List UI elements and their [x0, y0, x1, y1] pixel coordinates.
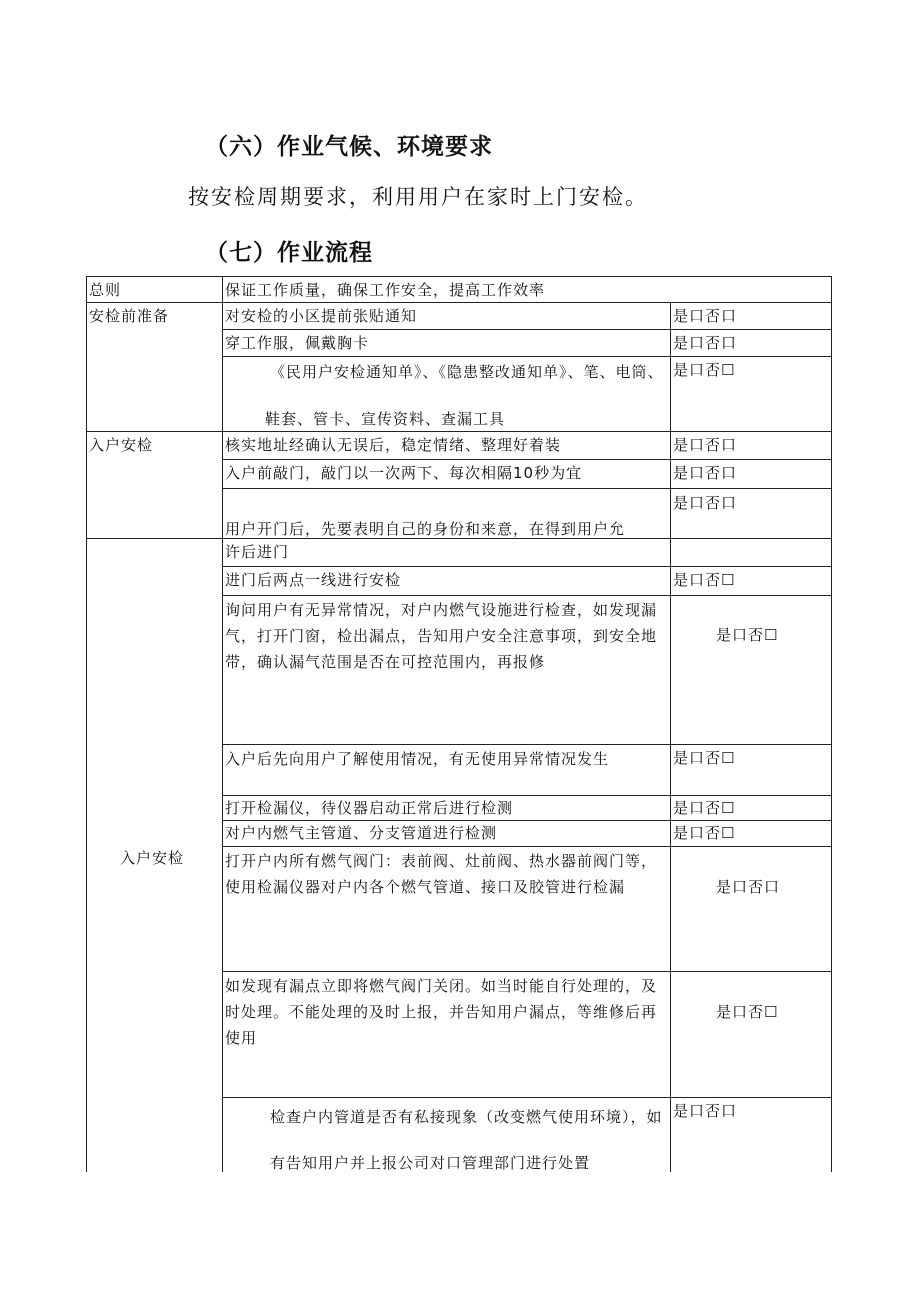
- entry-item-text: 打开户内所有燃气阀门：表前阀、灶前阀、热水器前阀门等，使用检漏仪器对户内各个燃气管道、接口及胶管进行检漏: [225, 852, 658, 896]
- section-6-body: 按安检周期要求，利用用户在家时上门安检。: [188, 185, 648, 209]
- col-divider-1: [222, 276, 223, 1172]
- entry-item-text: 入户前敲门，敲门以一次两下、每次相隔10秒为宜: [225, 464, 583, 482]
- row-line: [222, 744, 832, 745]
- section-6-heading: （六）作业气候、环境要求: [205, 134, 493, 160]
- entry-item-text: 如发现有漏点立即将燃气阀门关闭。如当时能自行处理的，及时处理。不能处理的及时上报，并告知用户漏点，等维修后再使用: [225, 977, 658, 1047]
- entry-item-text: 核实地址经确认无误后，稳定情绪、整理好着装: [225, 436, 562, 454]
- entry-item-check: 是口否☐: [673, 824, 736, 842]
- entry-item-text: 打开检漏仪，待仪器启动正常后进行检测: [225, 799, 514, 817]
- section-7-heading: （七）作业流程: [205, 240, 373, 266]
- entry-label-main: 入户安检: [120, 849, 185, 867]
- entry-item-check: 是口否口: [673, 464, 738, 482]
- prep-item-text: 穿工作服，佩戴胸卡: [225, 334, 370, 352]
- entry-label-top: 入户安检: [89, 436, 154, 454]
- entry-item-check: 是口否口: [673, 494, 738, 512]
- row-line: [222, 971, 832, 972]
- col-divider-2: [670, 302, 671, 1172]
- prep-item-check: 是口否口: [673, 334, 738, 352]
- entry-item-text: 有告知用户并上报公司对口管理部门进行处置: [270, 1154, 591, 1172]
- entry-item-check: 是口否口: [716, 878, 781, 896]
- entry-item-text: 询问用户有无异常情况，对户内燃气设施进行检查，如发现漏气，打开门窗，检出漏点，告知用户安全注意事项，到安全地带，确认漏气范围是否在可控范围内，再报修: [225, 601, 658, 671]
- entry-item-check: 是口否☐: [716, 1003, 779, 1021]
- prep-item-check: 是口否☐: [673, 361, 736, 379]
- general-text: 保证工作质量，确保工作安全，提高工作效率: [225, 281, 546, 299]
- entry-item-check: 是口否☐: [673, 799, 736, 817]
- entry-item-text: 对户内燃气主管道、分支管道进行检测: [225, 824, 498, 842]
- prep-item-text: 对安检的小区提前张贴通知: [225, 307, 418, 325]
- prep-item-text: 《民用户安检通知单》、《隐患整改通知单》、笔、电筒、: [270, 363, 664, 381]
- prep-item-check: 是口否口: [673, 307, 738, 325]
- row-line: [222, 488, 832, 489]
- entry-item-check: 是口否☐: [673, 571, 736, 589]
- prep-item-text: 鞋套、管卡、宣传资料、查漏工具: [265, 410, 506, 428]
- entry-item-text: 检查户内管道是否有私接现象（改变燃气使用环境），如: [270, 1108, 663, 1126]
- row-line: [222, 846, 832, 847]
- entry-item-check: 是口否口: [673, 436, 738, 454]
- entry-item-text: 进门后两点一线进行安检: [225, 571, 402, 589]
- general-label: 总则: [89, 281, 122, 299]
- prep-label: 安检前准备: [89, 307, 170, 325]
- entry-item-text: 许后进门: [225, 543, 290, 561]
- row-line: [222, 595, 832, 596]
- table-border-right: [831, 276, 832, 1172]
- entry-item-check: 是口否☐: [716, 626, 779, 644]
- row-line: [222, 1097, 832, 1098]
- entry-item-check: 是口否口: [673, 1102, 738, 1120]
- entry-item-text: 用户开门后，先要表明自己的身份和来意，在得到用户允: [225, 520, 626, 538]
- row-line: [222, 356, 832, 357]
- table-border-left: [86, 276, 87, 1172]
- entry-item-check: 是口否☐: [673, 749, 736, 767]
- entry-item-text: 入户后先向用户了解使用情况，有无使用异常情况发生: [225, 750, 610, 768]
